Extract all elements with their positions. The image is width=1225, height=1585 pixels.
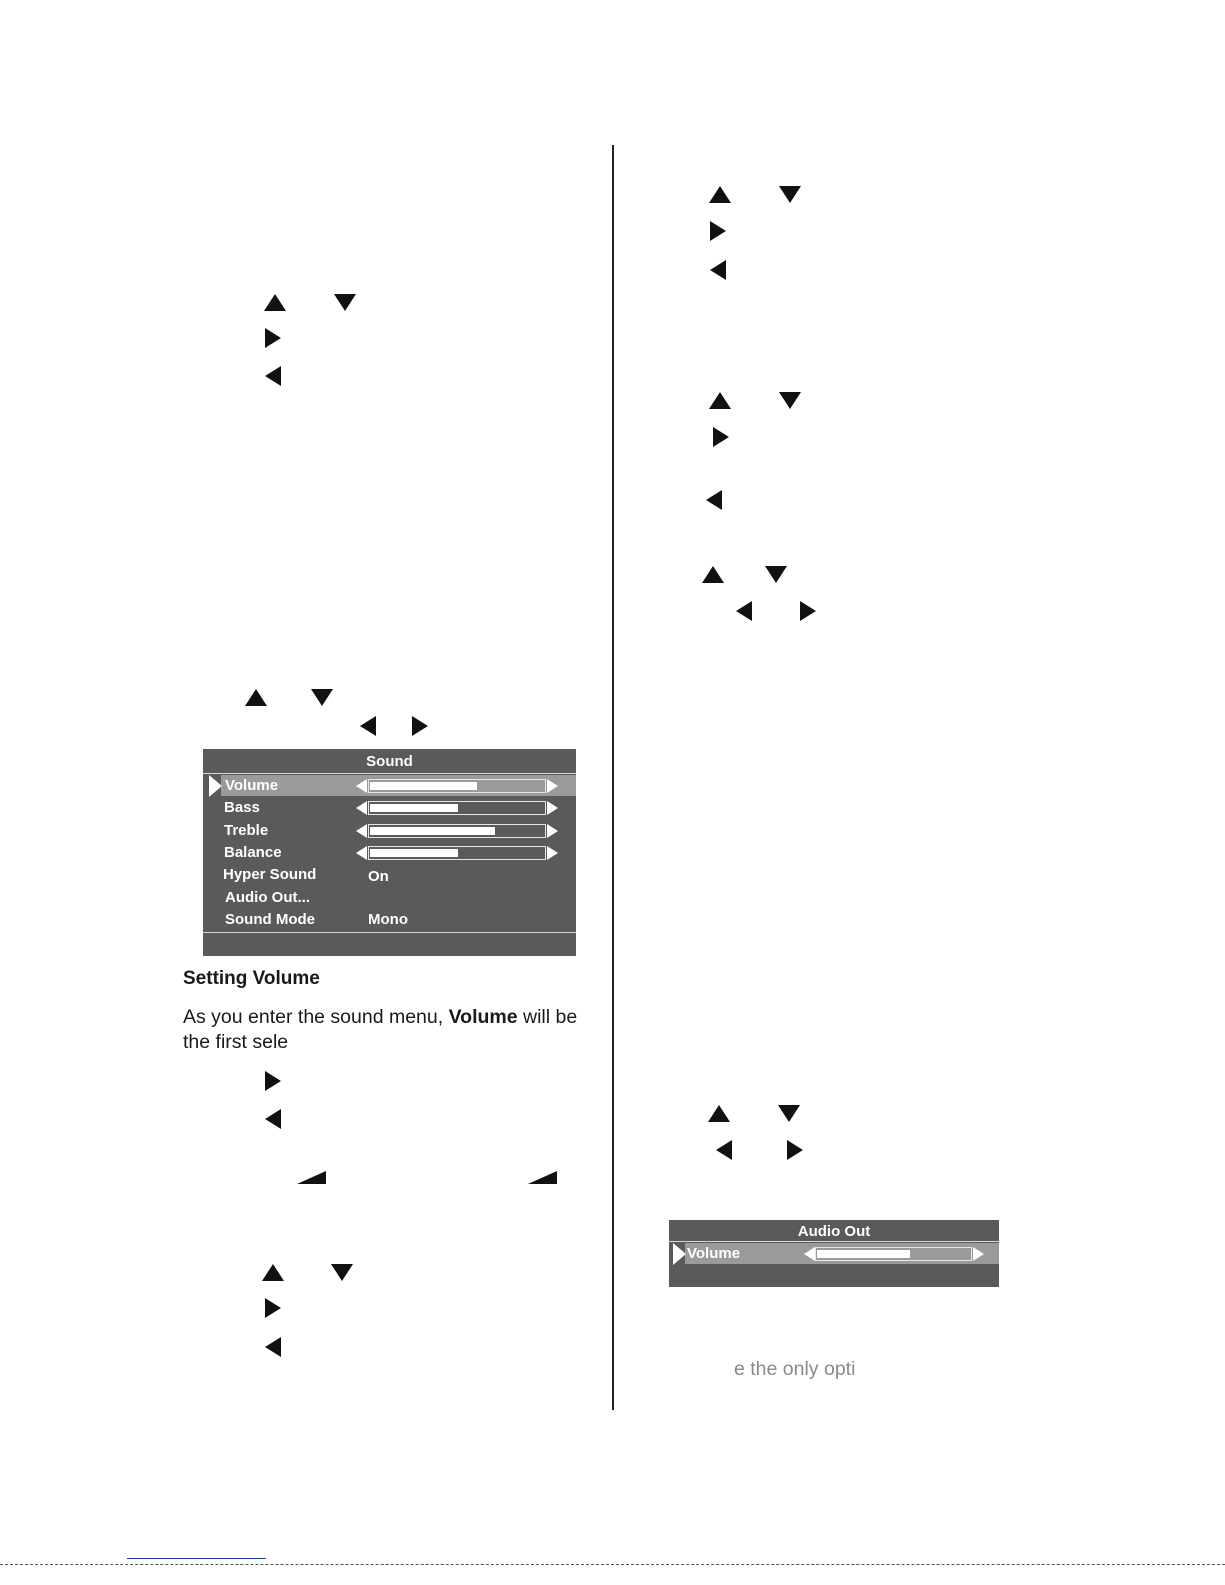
down-arrow-icon: [779, 186, 801, 203]
left-arrow-icon: [710, 260, 726, 280]
down-arrow-icon: [778, 1105, 800, 1122]
right-arrow-icon: [265, 1071, 281, 1091]
down-arrow-icon: [779, 392, 801, 409]
paragraph-text: will be: [517, 1006, 578, 1028]
up-arrow-icon: [709, 186, 731, 203]
selection-pointer-icon: [673, 1243, 686, 1265]
footer-rule: [0, 1564, 1225, 1565]
slider-left-arrow-icon[interactable]: [356, 779, 367, 793]
sound-menu: [203, 749, 576, 956]
menu-row-audio-out[interactable]: [203, 887, 576, 908]
slider-right-arrow-icon[interactable]: [547, 846, 558, 860]
up-arrow-icon: [245, 689, 267, 706]
bass-slider[interactable]: [368, 801, 546, 815]
sound-menu-title: Sound: [366, 753, 413, 770]
menu-item-label: Volume: [225, 777, 279, 794]
left-arrow-icon: [360, 716, 376, 736]
slider-left-arrow-icon[interactable]: [356, 846, 367, 860]
menu-item-label: Hyper Sound: [223, 866, 317, 883]
left-arrow-icon: [265, 1337, 281, 1357]
audio-out-menu: [669, 1220, 999, 1287]
menu-item-label: Bass: [224, 799, 260, 816]
right-arrow-icon: [265, 328, 281, 348]
slider-left-arrow-icon[interactable]: [356, 801, 367, 815]
menu-item-label: Audio Out...: [225, 889, 310, 906]
menu-row-hyper-sound[interactable]: [203, 864, 576, 885]
section-paragraph: [183, 1005, 603, 1055]
treble-slider[interactable]: [368, 824, 546, 838]
volume-ramp-icon: [297, 1171, 326, 1184]
balance-slider[interactable]: [368, 846, 546, 860]
volume-slider[interactable]: [368, 779, 546, 793]
section-heading: Setting Volume: [183, 968, 320, 989]
down-arrow-icon: [331, 1264, 353, 1281]
down-arrow-icon: [311, 689, 333, 706]
right-arrow-icon: [710, 221, 726, 241]
right-arrow-icon: [713, 427, 729, 447]
audio-out-volume-slider[interactable]: [815, 1247, 972, 1261]
volume-ramp-icon: [528, 1171, 557, 1184]
up-arrow-icon: [264, 294, 286, 311]
left-arrow-icon: [716, 1140, 732, 1160]
menu-item-label: Sound Mode: [225, 911, 315, 928]
menu-item-label: Treble: [224, 822, 269, 839]
up-arrow-icon: [708, 1105, 730, 1122]
left-arrow-icon: [736, 601, 752, 621]
selection-pointer-icon: [209, 775, 222, 797]
up-arrow-icon: [262, 1264, 284, 1281]
slider-right-arrow-icon[interactable]: [547, 779, 558, 793]
slider-left-arrow-icon[interactable]: [356, 824, 367, 838]
menu-item-value: Mono: [368, 911, 408, 928]
slider-right-arrow-icon[interactable]: [973, 1247, 984, 1261]
menu-item-value: On: [368, 868, 389, 885]
menu-divider: [669, 1241, 999, 1242]
menu-divider: [203, 773, 576, 774]
left-arrow-icon: [265, 1109, 281, 1129]
left-arrow-icon: [706, 490, 722, 510]
paragraph-bold-text: Volume: [448, 1006, 518, 1028]
menu-divider: [203, 932, 576, 933]
down-arrow-icon: [765, 566, 787, 583]
right-arrow-icon: [265, 1298, 281, 1318]
menu-row-sound-mode[interactable]: [203, 909, 576, 930]
paragraph-text: As you enter the sound menu,: [183, 1006, 449, 1028]
slider-right-arrow-icon[interactable]: [547, 824, 558, 838]
audio-out-menu-title: Audio Out: [797, 1223, 871, 1240]
paragraph-text: the first sele: [183, 1031, 289, 1053]
menu-item-label: Balance: [224, 844, 282, 861]
slider-left-arrow-icon[interactable]: [804, 1247, 815, 1261]
text-fragment: e the only opti: [734, 1358, 856, 1380]
column-divider: [612, 145, 614, 1410]
up-arrow-icon: [709, 392, 731, 409]
slider-right-arrow-icon[interactable]: [547, 801, 558, 815]
right-arrow-icon: [800, 601, 816, 621]
left-arrow-icon: [265, 366, 281, 386]
right-arrow-icon: [412, 716, 428, 736]
down-arrow-icon: [334, 294, 356, 311]
footer-link-underline: [127, 1558, 266, 1559]
menu-item-label: Volume: [687, 1245, 741, 1262]
up-arrow-icon: [702, 566, 724, 583]
right-arrow-icon: [787, 1140, 803, 1160]
